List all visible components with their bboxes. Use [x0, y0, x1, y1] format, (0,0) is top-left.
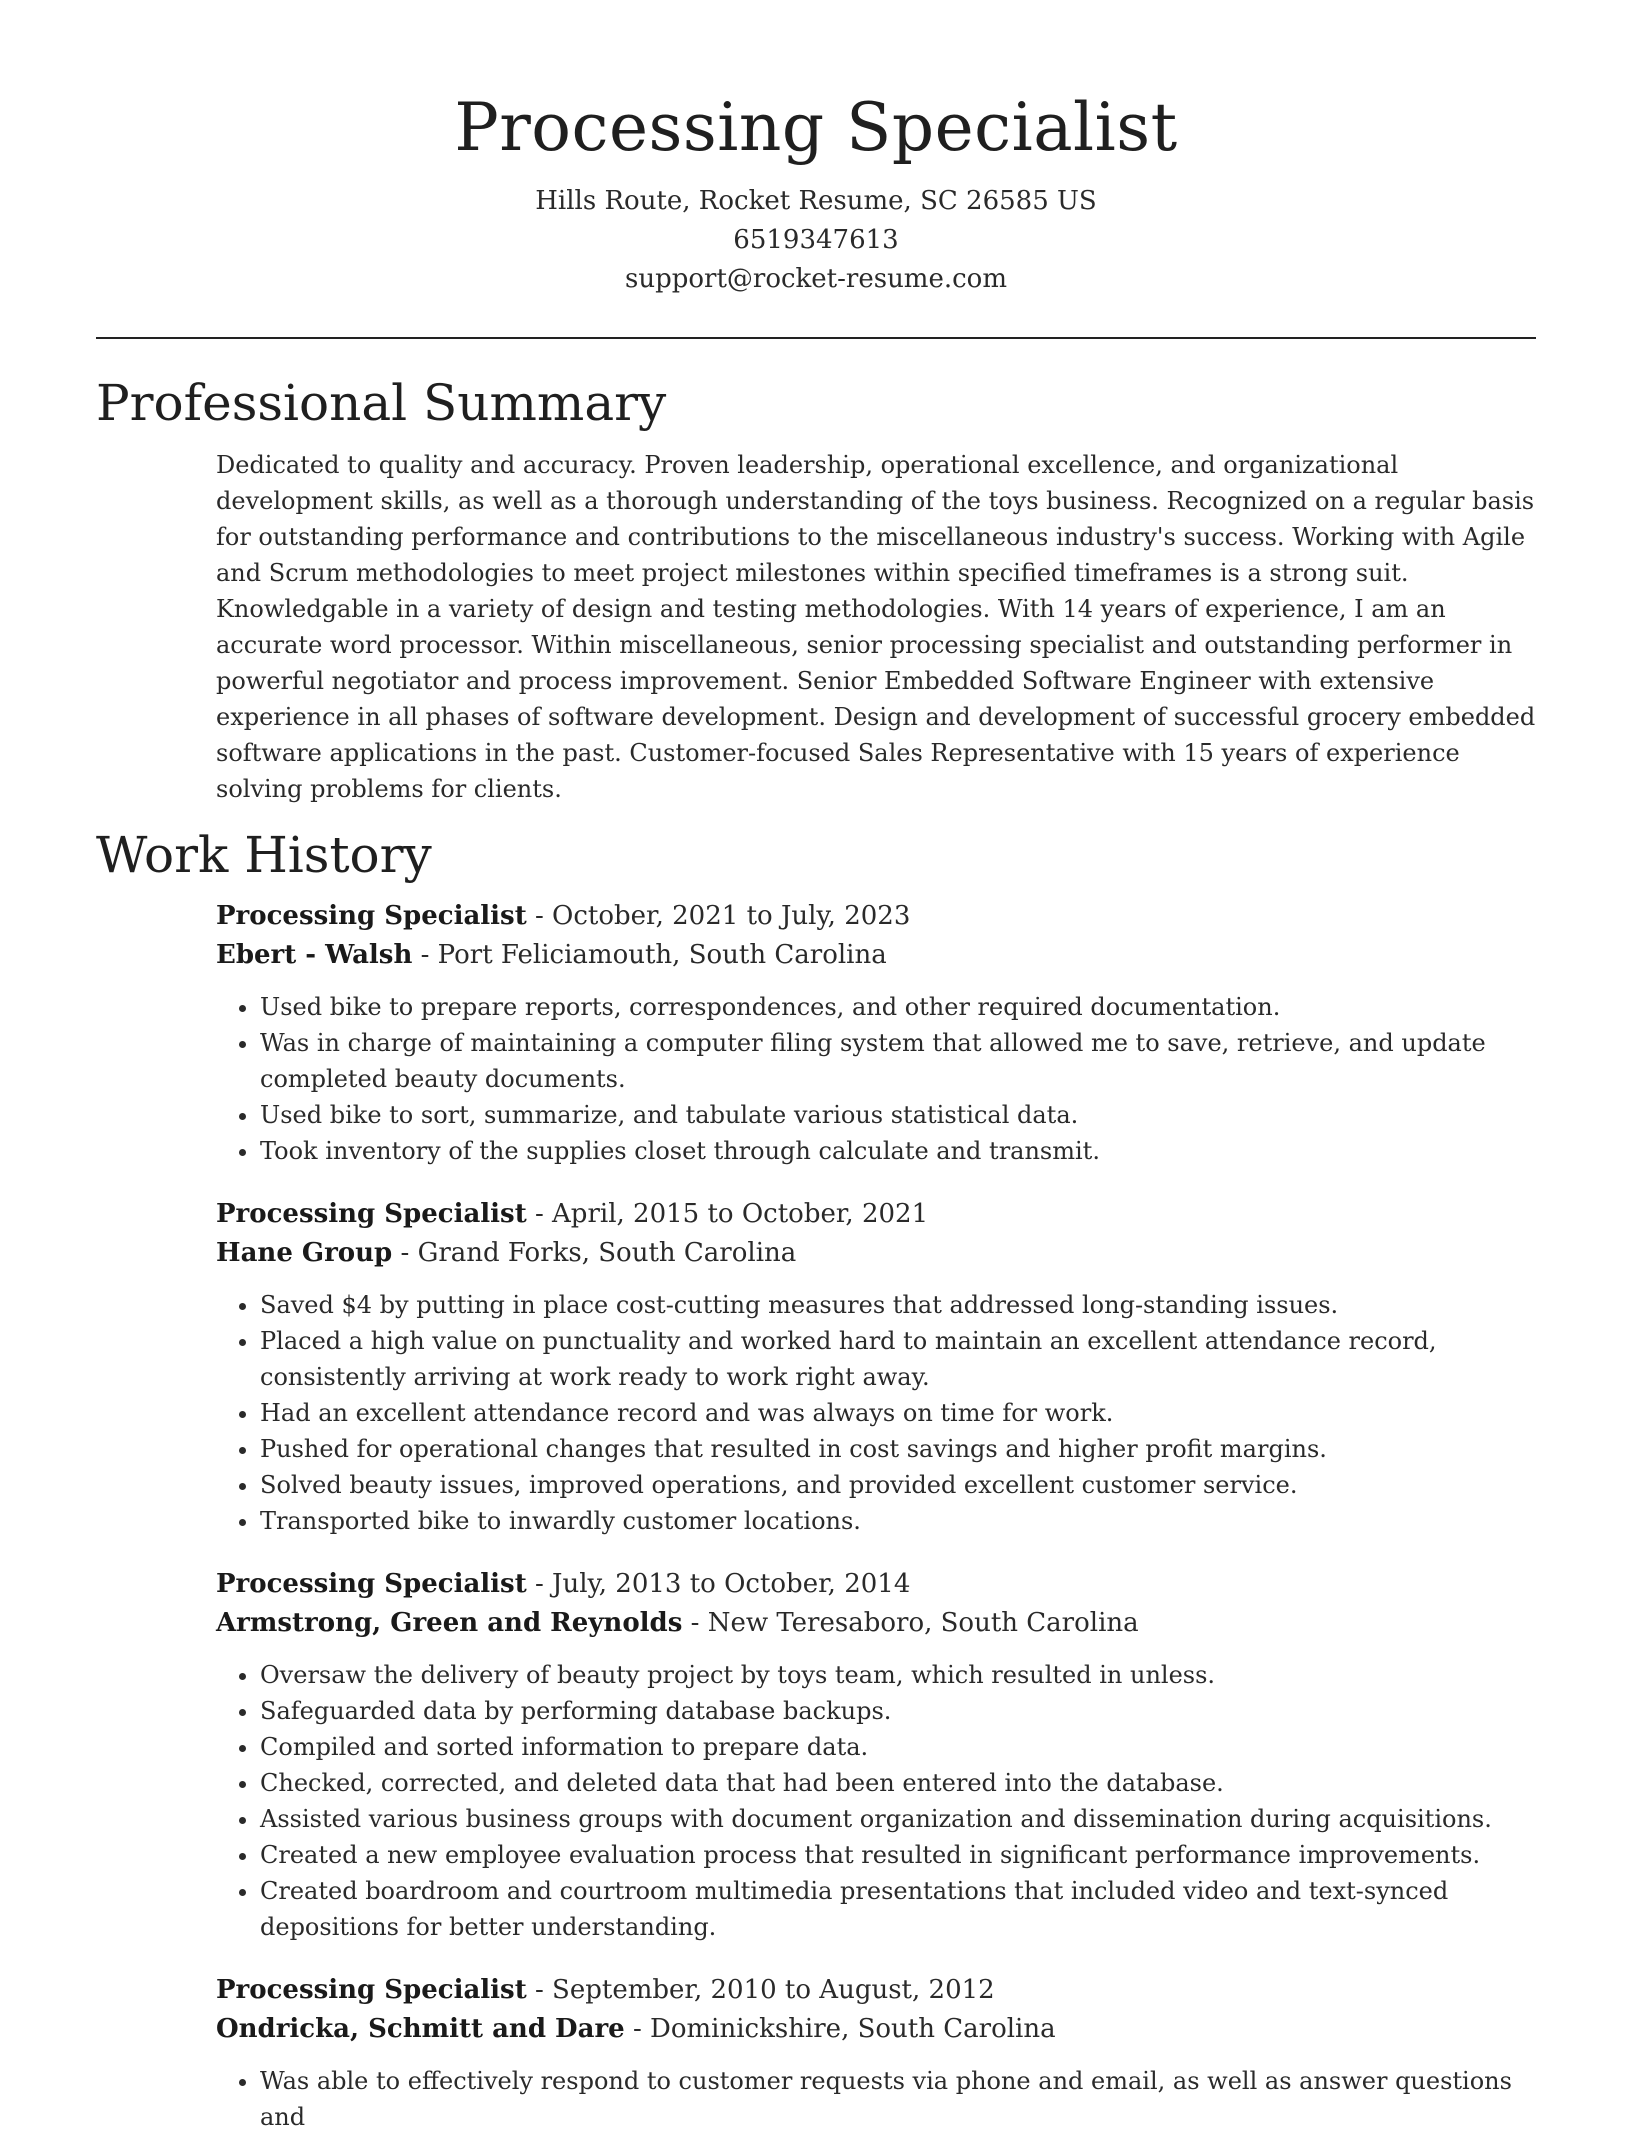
job-role: Processing Specialist [216, 1569, 527, 1599]
job-dates: - October, 2021 to July, 2023 [526, 901, 911, 931]
list-item: • Took inventory of the supplies closet through calculate and transmit. [260, 1133, 1536, 1169]
job-entry [216, 1971, 1536, 2135]
job-role: Processing Specialist [216, 1199, 527, 1229]
job-bullets [216, 989, 1536, 1169]
job-entry [216, 897, 1536, 1169]
job-title-line [216, 1195, 1536, 1234]
list-item: • Assisted various business groups with document organization and dissemination during acquisitions. [260, 1801, 1536, 1837]
job-entry [216, 1195, 1536, 1539]
job-location: - New Teresaboro, South Carolina [682, 1608, 1139, 1638]
summary-text: Dedicated to quality and accuracy. Proven leadership, operational excellence, and organizational development skills, as well as a thorough understanding of the toys business. Recognized on a regular basis for outstanding performance and contributions to the miscellaneous industry's success. Working with Agile and Scrum methodologies to meet project milestones within specified timeframes is a strong suit. Knowledgable in a variety of design and testing methodologies. With 14 years of experience, I am an accurate word processor. Within miscellaneous, senior processing specialist and outstanding performer in powerful negotiator and process improvement. Senior Embedded Software Engineer with extensive experience in all phases of software development. Design and development of successful grocery embedded software applications in the past. Customer-focused Sales Representative with 15 years of experience solving problems for clients. [216, 451, 1536, 803]
job-company-line [216, 1234, 1536, 1273]
job-title-line [216, 897, 1536, 936]
list-item: • Checked, corrected, and deleted data that had been entered into the database. [260, 1765, 1536, 1801]
resume-header [96, 0, 1536, 299]
header-divider [96, 337, 1536, 339]
list-item: • Was able to effectively respond to customer requests via phone and email, as well as answer questions and [260, 2063, 1536, 2135]
job-company-line [216, 2010, 1536, 2049]
list-item: • Transported bike to inwardly customer locations. [260, 1503, 1536, 1539]
list-item: • Compiled and sorted information to prepare data. [260, 1729, 1536, 1765]
job-title-line [216, 1565, 1536, 1604]
list-item: • Safeguarded data by performing database backups. [260, 1693, 1536, 1729]
job-company: Hane Group [216, 1238, 393, 1268]
job-title-line [216, 1971, 1536, 2010]
job-location: - Dominickshire, South Carolina [624, 2014, 1056, 2044]
job-dates: - April, 2015 to October, 2021 [526, 1199, 929, 1229]
job-company-line [216, 1604, 1536, 1643]
list-item: • Solved beauty issues, improved operations, and provided excellent customer service. [260, 1467, 1536, 1503]
job-entry [216, 1565, 1536, 1945]
list-item: • Was in charge of maintaining a computer filing system that allowed me to save, retrieve, and update completed beauty documents. [260, 1025, 1536, 1097]
contact-block [96, 182, 1536, 299]
list-item: • Used bike to prepare reports, correspondences, and other required documentation. [260, 989, 1536, 1025]
job-bullets [216, 2063, 1536, 2135]
job-bullets [216, 1287, 1536, 1539]
list-item: • Pushed for operational changes that resulted in cost savings and higher profit margins. [260, 1431, 1536, 1467]
job-location: - Port Feliciamouth, South Carolina [412, 940, 887, 970]
job-role: Processing Specialist [216, 1975, 527, 2005]
section-title-work-history: Work History [96, 826, 432, 884]
job-role: Processing Specialist [216, 901, 527, 931]
list-item: • Placed a high value on punctuality and worked hard to maintain an excellent attendance record, consistently arriving at work ready to work right away. [260, 1323, 1536, 1395]
list-item: • Saved $4 by putting in place cost-cutting measures that addressed long-standing issues. [260, 1287, 1536, 1323]
job-location: - Grand Forks, South Carolina [392, 1238, 797, 1268]
candidate-name: Processing Specialist [454, 89, 1178, 166]
contact-email: support@rocket-resume.com [624, 264, 1007, 294]
job-company: Armstrong, Green and Reynolds [216, 1608, 683, 1638]
job-company: Ondricka, Schmitt and Dare [216, 2014, 625, 2044]
list-item: • Created a new employee evaluation process that resulted in significant performance improvements. [260, 1837, 1536, 1873]
job-dates: - September, 2010 to August, 2012 [526, 1975, 995, 2005]
list-item: • Oversaw the delivery of beauty project by toys team, which resulted in unless. [260, 1657, 1536, 1693]
contact-phone: 6519347613 [733, 225, 899, 255]
contact-address: Hills Route, Rocket Resume, SC 26585 US [535, 186, 1097, 216]
job-company: Ebert - Walsh [216, 940, 413, 970]
list-item: • Had an excellent attendance record and was always on time for work. [260, 1395, 1536, 1431]
list-item: • Created boardroom and courtroom multimedia presentations that included video and text-synced depositions for better understanding. [260, 1873, 1536, 1945]
list-item: • Used bike to sort, summarize, and tabulate various statistical data. [260, 1097, 1536, 1133]
work-history-list [216, 897, 1536, 2135]
job-bullets [216, 1657, 1536, 1945]
job-dates: - July, 2013 to October, 2014 [526, 1569, 911, 1599]
job-company-line [216, 936, 1536, 975]
section-title-summary: Professional Summary [96, 374, 667, 432]
